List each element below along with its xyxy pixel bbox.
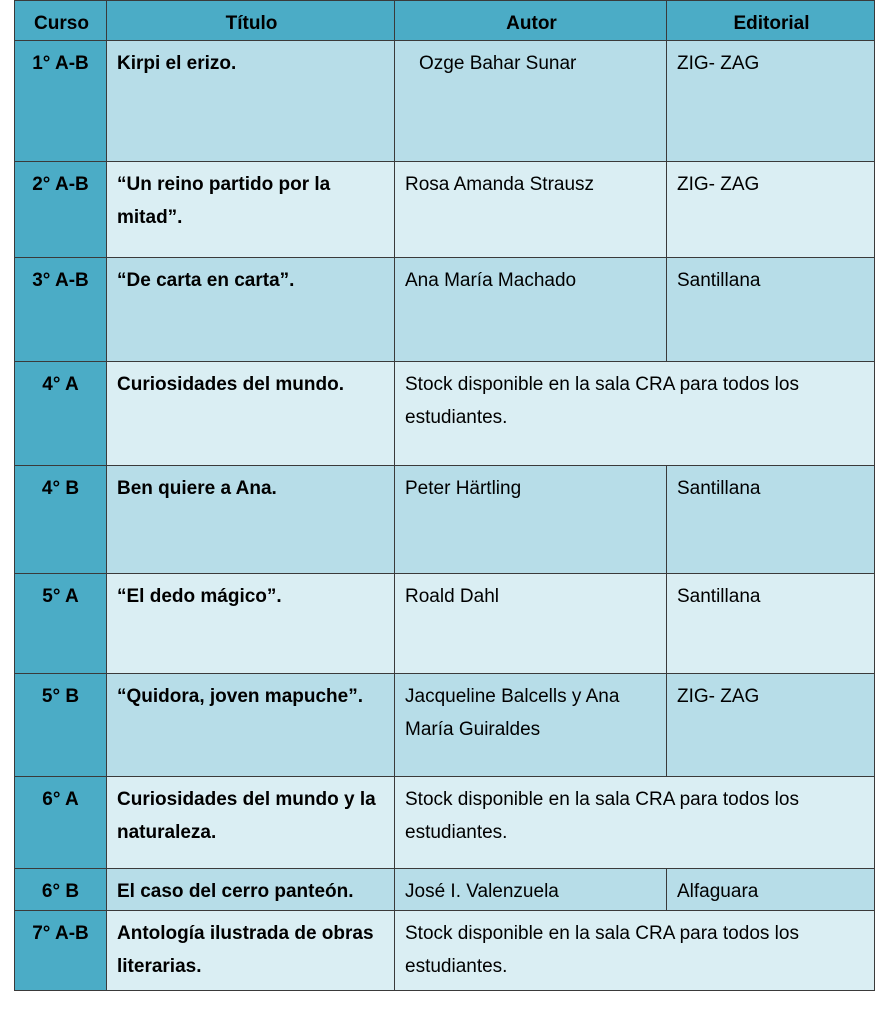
cell-titulo: Curiosidades del mundo. (107, 362, 395, 466)
cell-autor: Ana María Machado (395, 258, 667, 362)
table-row (15, 574, 875, 674)
cell-note: Stock disponible en la sala CRA para todos los estudiantes. (395, 911, 875, 991)
table-row (15, 777, 875, 869)
cell-titulo: Antología ilustrada de obras literarias. (107, 911, 395, 991)
cell-curso: 5° A (15, 574, 107, 674)
cell-autor: Jacqueline Balcells y Ana María Guiraldes (395, 674, 667, 777)
cell-autor: Ozge Bahar Sunar (395, 41, 667, 162)
cell-titulo: Kirpi el erizo. (107, 41, 395, 162)
cell-editorial: ZIG- ZAG (667, 674, 875, 777)
cell-editorial: Alfaguara (667, 869, 875, 911)
table-row (15, 674, 875, 777)
cell-titulo: “El dedo mágico”. (107, 574, 395, 674)
cell-editorial: Santillana (667, 258, 875, 362)
cell-curso: 5° B (15, 674, 107, 777)
cell-curso: 2° A-B (15, 162, 107, 258)
cell-titulo: Ben quiere a Ana. (107, 466, 395, 574)
cell-curso: 4° B (15, 466, 107, 574)
table-row (15, 362, 875, 466)
header-titulo: Título (107, 1, 395, 41)
cell-curso: 6° A (15, 777, 107, 869)
header-row (15, 1, 875, 41)
cell-curso: 1° A-B (15, 41, 107, 162)
reading-list-table (14, 0, 875, 991)
table-row (15, 162, 875, 258)
table-row (15, 911, 875, 991)
cell-note: Stock disponible en la sala CRA para todos los estudiantes. (395, 777, 875, 869)
cell-curso: 6° B (15, 869, 107, 911)
cell-editorial: Santillana (667, 574, 875, 674)
cell-editorial: Santillana (667, 466, 875, 574)
cell-curso: 4° A (15, 362, 107, 466)
header-autor: Autor (395, 1, 667, 41)
header-editorial: Editorial (667, 1, 875, 41)
table-body (15, 41, 875, 991)
cell-autor: José I. Valenzuela (395, 869, 667, 911)
cell-note: Stock disponible en la sala CRA para todos los estudiantes. (395, 362, 875, 466)
cell-titulo: “Quidora, joven mapuche”. (107, 674, 395, 777)
table-row (15, 258, 875, 362)
cell-titulo: El caso del cerro panteón. (107, 869, 395, 911)
cell-autor: Rosa Amanda Strausz (395, 162, 667, 258)
cell-titulo: Curiosidades del mundo y la naturaleza. (107, 777, 395, 869)
table-row (15, 869, 875, 911)
header-curso: Curso (15, 1, 107, 41)
table-row (15, 41, 875, 162)
cell-curso: 7° A-B (15, 911, 107, 991)
cell-titulo: “Un reino partido por la mitad”. (107, 162, 395, 258)
cell-editorial: ZIG- ZAG (667, 41, 875, 162)
cell-autor: Roald Dahl (395, 574, 667, 674)
cell-autor: Peter Härtling (395, 466, 667, 574)
table-row (15, 466, 875, 574)
cell-curso: 3° A-B (15, 258, 107, 362)
cell-editorial: ZIG- ZAG (667, 162, 875, 258)
cell-titulo: “De carta en carta”. (107, 258, 395, 362)
table-header (15, 1, 875, 41)
